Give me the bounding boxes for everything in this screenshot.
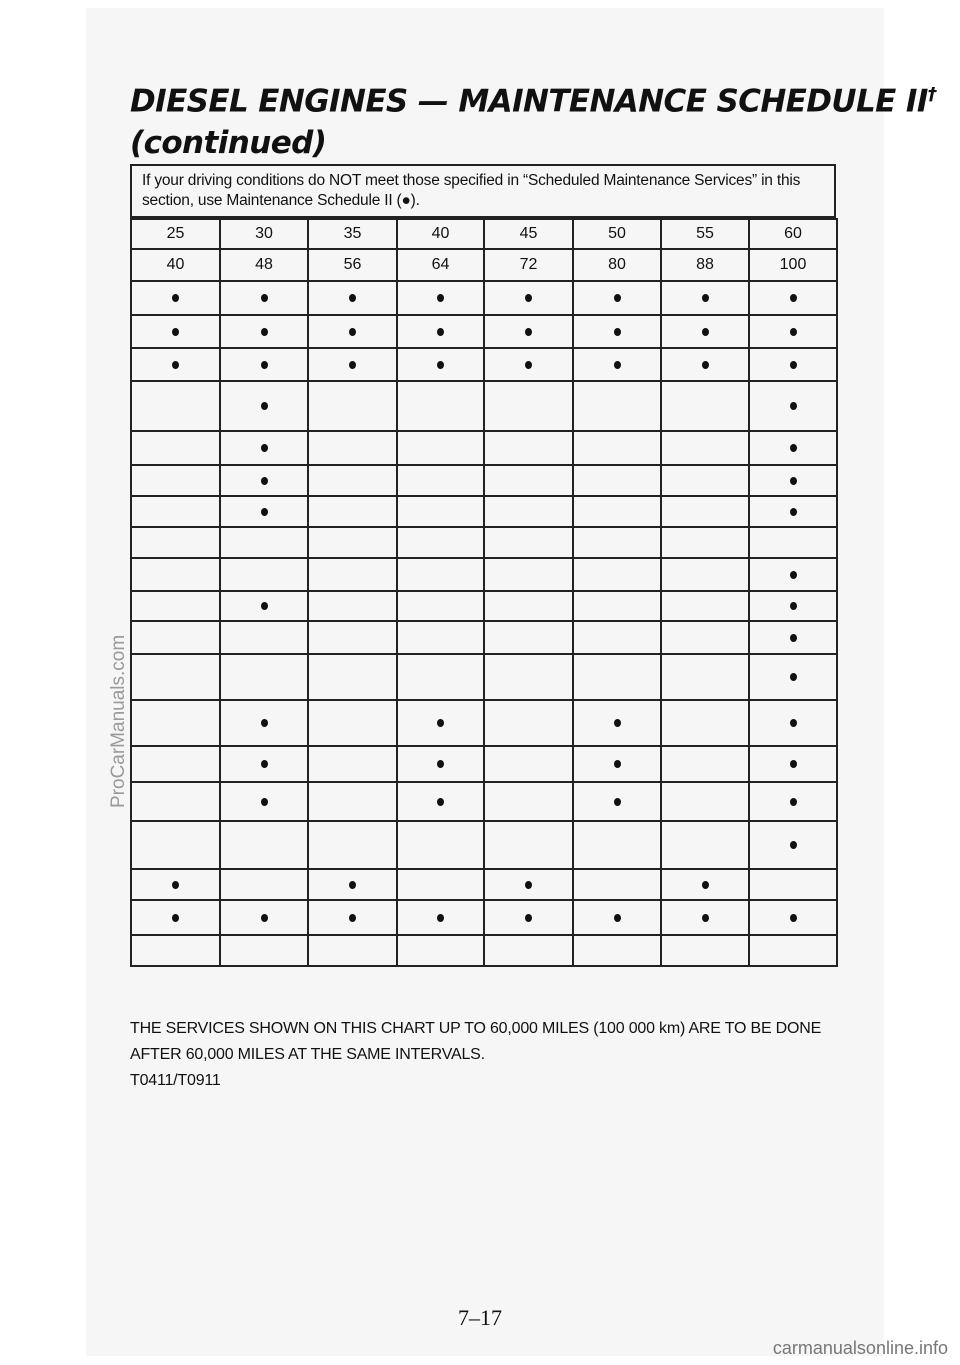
schedule-cell — [484, 591, 573, 621]
schedule-cell — [131, 315, 220, 348]
schedule-cell — [308, 465, 397, 496]
service-dot-icon — [261, 361, 268, 369]
schedule-cell — [749, 315, 837, 348]
schedule-cell — [308, 381, 397, 431]
schedule-cell — [220, 496, 308, 527]
service-dot-icon — [172, 294, 179, 302]
schedule-cell — [749, 935, 837, 966]
service-dot-icon — [261, 402, 268, 410]
schedule-cell — [220, 746, 308, 782]
service-dot-icon — [790, 719, 797, 727]
service-dot-icon — [790, 477, 797, 485]
schedule-row — [131, 935, 837, 966]
schedule-cell — [484, 654, 573, 700]
schedule-cell — [661, 621, 749, 654]
schedule-cell — [661, 935, 749, 966]
schedule-cell — [220, 558, 308, 591]
schedule-cell — [484, 348, 573, 381]
schedule-cell — [131, 496, 220, 527]
schedule-cell — [397, 900, 484, 935]
miles-header-row-cell: 50 — [573, 219, 661, 249]
schedule-cell — [484, 558, 573, 591]
schedule-cell — [397, 281, 484, 315]
schedule-cell — [397, 381, 484, 431]
service-dot-icon — [614, 328, 621, 336]
schedule-cell — [308, 348, 397, 381]
title-line-2: (continued) — [130, 125, 327, 162]
schedule-cell — [573, 935, 661, 966]
service-dot-icon — [525, 328, 532, 336]
schedule-cell — [749, 591, 837, 621]
schedule-cell — [749, 558, 837, 591]
service-dot-icon — [349, 294, 356, 302]
schedule-cell — [661, 465, 749, 496]
schedule-cell — [573, 700, 661, 746]
service-dot-icon — [614, 760, 621, 768]
service-dot-icon — [261, 508, 268, 516]
schedule-cell — [220, 869, 308, 900]
service-dot-icon — [614, 719, 621, 727]
service-dot-icon — [261, 602, 268, 610]
km-header-row-cell: 40 — [131, 249, 220, 281]
schedule-cell — [220, 935, 308, 966]
service-dot-icon — [172, 361, 179, 369]
schedule-cell — [661, 654, 749, 700]
schedule-cell — [484, 700, 573, 746]
service-dot-icon — [790, 294, 797, 302]
miles-header-row-cell: 25 — [131, 219, 220, 249]
service-dot-icon — [349, 914, 356, 922]
schedule-cell — [661, 700, 749, 746]
service-dot-icon — [525, 361, 532, 369]
schedule-cell — [573, 558, 661, 591]
schedule-cell — [397, 869, 484, 900]
schedule-cell — [397, 431, 484, 465]
miles-header-row-cell: 45 — [484, 219, 573, 249]
schedule-cell — [749, 700, 837, 746]
service-dot-icon — [790, 444, 797, 452]
schedule-cell — [661, 315, 749, 348]
service-dot-icon — [790, 402, 797, 410]
schedule-row — [131, 621, 837, 654]
schedule-cell — [661, 900, 749, 935]
schedule-cell — [661, 591, 749, 621]
service-dot-icon — [790, 571, 797, 579]
schedule-row — [131, 465, 837, 496]
schedule-cell — [749, 746, 837, 782]
miles-header-row-cell: 35 — [308, 219, 397, 249]
schedule-cell — [220, 315, 308, 348]
service-dot-icon — [525, 914, 532, 922]
schedule-cell — [131, 591, 220, 621]
schedule-cell — [484, 621, 573, 654]
schedule-cell — [220, 782, 308, 821]
schedule-cell — [131, 782, 220, 821]
km-header-row-cell: 56 — [308, 249, 397, 281]
schedule-cell — [661, 348, 749, 381]
schedule-cell — [308, 558, 397, 591]
schedule-cell — [573, 900, 661, 935]
schedule-cell — [749, 621, 837, 654]
service-dot-icon — [261, 294, 268, 302]
title-footnote-mark: † — [927, 84, 937, 105]
schedule-cell — [484, 315, 573, 348]
miles-header-row — [131, 219, 837, 249]
service-dot-icon — [614, 798, 621, 806]
schedule-cell — [661, 431, 749, 465]
schedule-cell — [220, 900, 308, 935]
miles-header-row-cell: 40 — [397, 219, 484, 249]
service-dot-icon — [437, 361, 444, 369]
schedule-cell — [749, 654, 837, 700]
schedule-cell — [484, 821, 573, 869]
service-dot-icon — [261, 798, 268, 806]
schedule-cell — [131, 935, 220, 966]
schedule-row — [131, 782, 837, 821]
service-dot-icon — [172, 881, 179, 889]
schedule-row — [131, 315, 837, 348]
schedule-cell — [131, 746, 220, 782]
km-header-row-cell: 80 — [573, 249, 661, 281]
schedule-cell — [308, 315, 397, 348]
schedule-cell — [484, 465, 573, 496]
schedule-cell — [131, 869, 220, 900]
schedule-row — [131, 496, 837, 527]
schedule-cell — [484, 281, 573, 315]
schedule-cell — [749, 869, 837, 900]
schedule-cell — [573, 782, 661, 821]
schedule-cell — [308, 431, 397, 465]
schedule-cell — [308, 621, 397, 654]
schedule-cell — [661, 558, 749, 591]
service-dot-icon — [790, 673, 797, 681]
service-dot-icon — [525, 881, 532, 889]
service-dot-icon — [172, 914, 179, 922]
schedule-cell — [573, 381, 661, 431]
schedule-cell — [397, 700, 484, 746]
schedule-cell — [573, 869, 661, 900]
service-dot-icon — [614, 294, 621, 302]
schedule-cell — [573, 348, 661, 381]
schedule-cell — [308, 821, 397, 869]
schedule-cell — [220, 527, 308, 558]
schedule-row — [131, 281, 837, 315]
schedule-cell — [397, 782, 484, 821]
schedule-cell — [131, 654, 220, 700]
km-header-row-cell: 100 — [749, 249, 837, 281]
service-dot-icon — [790, 508, 797, 516]
schedule-cell — [749, 348, 837, 381]
schedule-row — [131, 381, 837, 431]
schedule-cell — [484, 746, 573, 782]
schedule-cell — [220, 821, 308, 869]
service-dot-icon — [790, 634, 797, 642]
schedule-cell — [749, 821, 837, 869]
schedule-cell — [397, 527, 484, 558]
service-dot-icon — [437, 294, 444, 302]
schedule-cell — [397, 315, 484, 348]
schedule-cell — [661, 821, 749, 869]
schedule-cell — [308, 900, 397, 935]
schedule-cell — [131, 348, 220, 381]
service-dot-icon — [702, 294, 709, 302]
schedule-row — [131, 821, 837, 869]
schedule-cell — [484, 900, 573, 935]
service-dot-icon — [437, 719, 444, 727]
schedule-row — [131, 527, 837, 558]
schedule-cell — [131, 821, 220, 869]
page-title — [130, 74, 936, 164]
schedule-cell — [220, 281, 308, 315]
schedule-cell — [397, 465, 484, 496]
schedule-cell — [397, 746, 484, 782]
service-dot-icon — [525, 294, 532, 302]
schedule-table-body — [131, 219, 837, 966]
schedule-row — [131, 869, 837, 900]
schedule-cell — [484, 496, 573, 527]
page-number: 7–17 — [458, 1305, 502, 1330]
service-dot-icon — [790, 328, 797, 336]
schedule-cell — [661, 746, 749, 782]
schedule-footnote: THE SERVICES SHOWN ON THIS CHART UP TO 60,000 MILES (100 000 km) ARE TO BE DONE AFTER 60,000 MILES AT THE SAME INTERVALS. — [130, 1020, 822, 1063]
schedule-cell — [397, 348, 484, 381]
schedule-cell — [749, 900, 837, 935]
schedule-cell — [131, 281, 220, 315]
schedule-row — [131, 431, 837, 465]
schedule-cell — [397, 821, 484, 869]
service-dot-icon — [790, 798, 797, 806]
service-dot-icon — [437, 914, 444, 922]
schedule-cell — [397, 935, 484, 966]
maintenance-schedule-table — [130, 218, 838, 967]
schedule-cell — [308, 591, 397, 621]
service-dot-icon — [261, 444, 268, 452]
schedule-cell — [573, 746, 661, 782]
miles-header-row-cell: 55 — [661, 219, 749, 249]
service-dot-icon — [349, 881, 356, 889]
schedule-cell — [220, 654, 308, 700]
schedule-cell — [397, 621, 484, 654]
schedule-cell — [484, 431, 573, 465]
km-header-row — [131, 249, 837, 281]
schedule-cell — [749, 381, 837, 431]
schedule-row — [131, 591, 837, 621]
service-dot-icon — [614, 361, 621, 369]
schedule-intro-text: If your driving conditions do NOT meet those specified in “Scheduled Maintenance Services” in this section, use Maintenance Schedule II (●). — [130, 164, 836, 218]
schedule-cell — [661, 281, 749, 315]
service-dot-icon — [261, 719, 268, 727]
service-dot-icon — [790, 914, 797, 922]
schedule-cell — [749, 281, 837, 315]
schedule-cell — [131, 900, 220, 935]
service-dot-icon — [172, 328, 179, 336]
schedule-cell — [308, 782, 397, 821]
schedule-cell — [484, 935, 573, 966]
schedule-cell — [131, 381, 220, 431]
schedule-cell — [573, 465, 661, 496]
schedule-cell — [220, 621, 308, 654]
km-header-row-cell: 48 — [220, 249, 308, 281]
schedule-cell — [573, 431, 661, 465]
title-line-1: DIESEL ENGINES — MAINTENANCE SCHEDULE II — [130, 83, 928, 120]
schedule-cell — [573, 591, 661, 621]
service-dot-icon — [702, 328, 709, 336]
schedule-cell — [397, 558, 484, 591]
service-dot-icon — [437, 798, 444, 806]
schedule-cell — [220, 381, 308, 431]
schedule-cell — [749, 496, 837, 527]
service-dot-icon — [437, 328, 444, 336]
schedule-cell — [220, 465, 308, 496]
service-dot-icon — [790, 602, 797, 610]
schedule-cell — [220, 591, 308, 621]
schedule-row — [131, 558, 837, 591]
schedule-cell — [131, 700, 220, 746]
schedule-cell — [749, 465, 837, 496]
schedule-cell — [573, 496, 661, 527]
service-dot-icon — [349, 328, 356, 336]
km-header-row-cell: 88 — [661, 249, 749, 281]
service-dot-icon — [261, 328, 268, 336]
schedule-cell — [749, 527, 837, 558]
schedule-cell — [308, 281, 397, 315]
schedule-cell — [397, 591, 484, 621]
service-dot-icon — [261, 477, 268, 485]
schedule-cell — [397, 654, 484, 700]
schedule-cell — [661, 869, 749, 900]
service-dot-icon — [790, 760, 797, 768]
schedule-cell — [484, 782, 573, 821]
schedule-cell — [573, 654, 661, 700]
service-dot-icon — [614, 914, 621, 922]
schedule-row — [131, 900, 837, 935]
schedule-cell — [749, 782, 837, 821]
schedule-cell — [131, 431, 220, 465]
service-dot-icon — [790, 841, 797, 849]
service-dot-icon — [261, 760, 268, 768]
schedule-cell — [131, 558, 220, 591]
miles-header-row-cell: 30 — [220, 219, 308, 249]
schedule-cell — [749, 431, 837, 465]
schedule-cell — [131, 465, 220, 496]
schedule-cell — [573, 621, 661, 654]
schedule-cell — [220, 700, 308, 746]
side-watermark: ProCarManuals.com — [108, 634, 129, 808]
schedule-row — [131, 746, 837, 782]
schedule-cell — [573, 281, 661, 315]
schedule-row — [131, 348, 837, 381]
service-dot-icon — [790, 361, 797, 369]
schedule-cell — [220, 348, 308, 381]
schedule-row — [131, 654, 837, 700]
service-dot-icon — [702, 361, 709, 369]
km-header-row-cell: 72 — [484, 249, 573, 281]
schedule-cell — [397, 496, 484, 527]
schedule-cell — [661, 782, 749, 821]
schedule-cell — [484, 527, 573, 558]
service-dot-icon — [437, 760, 444, 768]
bottom-watermark: carmanualsonline.info — [772, 1338, 948, 1358]
schedule-cell — [661, 496, 749, 527]
schedule-cell — [661, 527, 749, 558]
schedule-cell — [131, 621, 220, 654]
schedule-cell — [573, 315, 661, 348]
schedule-cell — [308, 746, 397, 782]
schedule-cell — [131, 527, 220, 558]
service-dot-icon — [349, 361, 356, 369]
miles-header-row-cell: 60 — [749, 219, 837, 249]
document-code: T0411/T0911 — [130, 1072, 221, 1089]
schedule-row — [131, 700, 837, 746]
service-dot-icon — [261, 914, 268, 922]
schedule-cell — [308, 496, 397, 527]
service-dot-icon — [702, 914, 709, 922]
schedule-cell — [484, 869, 573, 900]
schedule-cell — [308, 935, 397, 966]
schedule-cell — [573, 527, 661, 558]
schedule-cell — [308, 700, 397, 746]
schedule-cell — [573, 821, 661, 869]
service-dot-icon — [702, 881, 709, 889]
schedule-cell — [308, 527, 397, 558]
schedule-cell — [484, 381, 573, 431]
schedule-cell — [220, 431, 308, 465]
schedule-cell — [308, 869, 397, 900]
schedule-cell — [308, 654, 397, 700]
schedule-cell — [661, 381, 749, 431]
km-header-row-cell: 64 — [397, 249, 484, 281]
